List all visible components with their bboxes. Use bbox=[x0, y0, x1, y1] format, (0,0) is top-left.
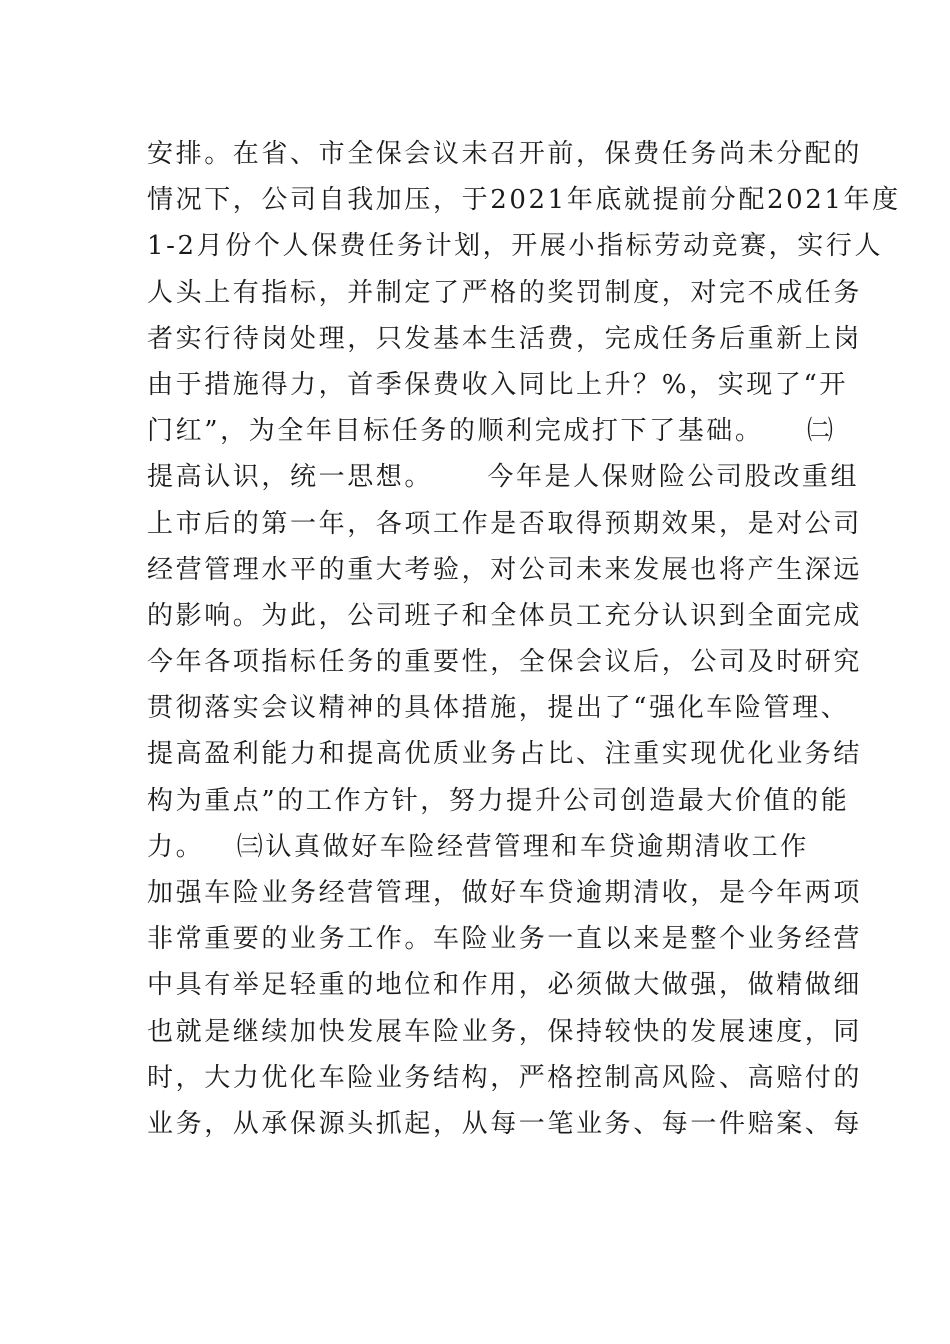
text-line: 安排。在省、市全保会议未召开前，保费任务尚未分配的 bbox=[147, 139, 863, 169]
text-line: 提高认识，统一思想。 今年是人保财险公司股改重组 bbox=[147, 462, 860, 493]
text-line: 加强车险业务经营管理，做好车贷逾期清收，是今年两项 bbox=[147, 878, 863, 908]
text-line: 业务，从承保源头抓起，从每一笔业务、每一件赔案、每 bbox=[147, 1108, 863, 1139]
text-line: 提高盈利能力和提高优质业务占比、注重实现优化业务结 bbox=[147, 739, 863, 770]
text-line: 情况下，公司自我加压，于2021年底就提前分配2021年度 bbox=[147, 185, 901, 216]
text-line: 中具有举足轻重的地位和作用，必须做大做强，做精做细 bbox=[147, 970, 863, 1001]
text-line: 上市后的第一年，各项工作是否取得预期效果，是对公司 bbox=[147, 508, 863, 539]
text-line: 者实行待岗处理，只发基本生活费，完成任务后重新上岗 bbox=[147, 323, 863, 354]
text-line: 门红”，为全年目标任务的顺利完成打下了基础。 ㈡ bbox=[147, 416, 836, 447]
text-line: 1-2月份个人保费任务计划，开展小指标劳动竞赛，实行人 bbox=[147, 231, 884, 262]
text-line: 的影响。为此，公司班子和全体员工充分认识到全面完成 bbox=[147, 600, 863, 631]
text-line: 经营管理水平的重大考验，对公司未来发展也将产生深远 bbox=[147, 554, 863, 585]
text-line: 时，大力优化车险业务结构，严格控制高风险、高赔付的 bbox=[147, 1062, 863, 1093]
text-line: 也就是继续加快发展车险业务，保持较快的发展速度，同 bbox=[147, 1016, 863, 1047]
text-line: 贯彻落实会议精神的具体措施，提出了“强化车险管理、 bbox=[147, 693, 850, 724]
text-line: 力。 ㈢认真做好车险经营管理和车贷逾期清收工作 bbox=[147, 831, 809, 862]
text-line: 人头上有指标，并制定了严格的奖罚制度，对完不成任务 bbox=[147, 277, 863, 308]
text-line: 构为重点”的工作方针，努力提升公司创造最大价值的能 bbox=[147, 785, 850, 816]
body-text bbox=[147, 131, 901, 1147]
text-line: 非常重要的业务工作。车险业务一直以来是整个业务经营 bbox=[147, 924, 863, 955]
text-line: 今年各项指标任务的重要性，全保会议后，公司及时研究 bbox=[147, 647, 863, 678]
text-line: 由于措施得力，首季保费收入同比上升？%，实现了“开 bbox=[147, 369, 848, 400]
